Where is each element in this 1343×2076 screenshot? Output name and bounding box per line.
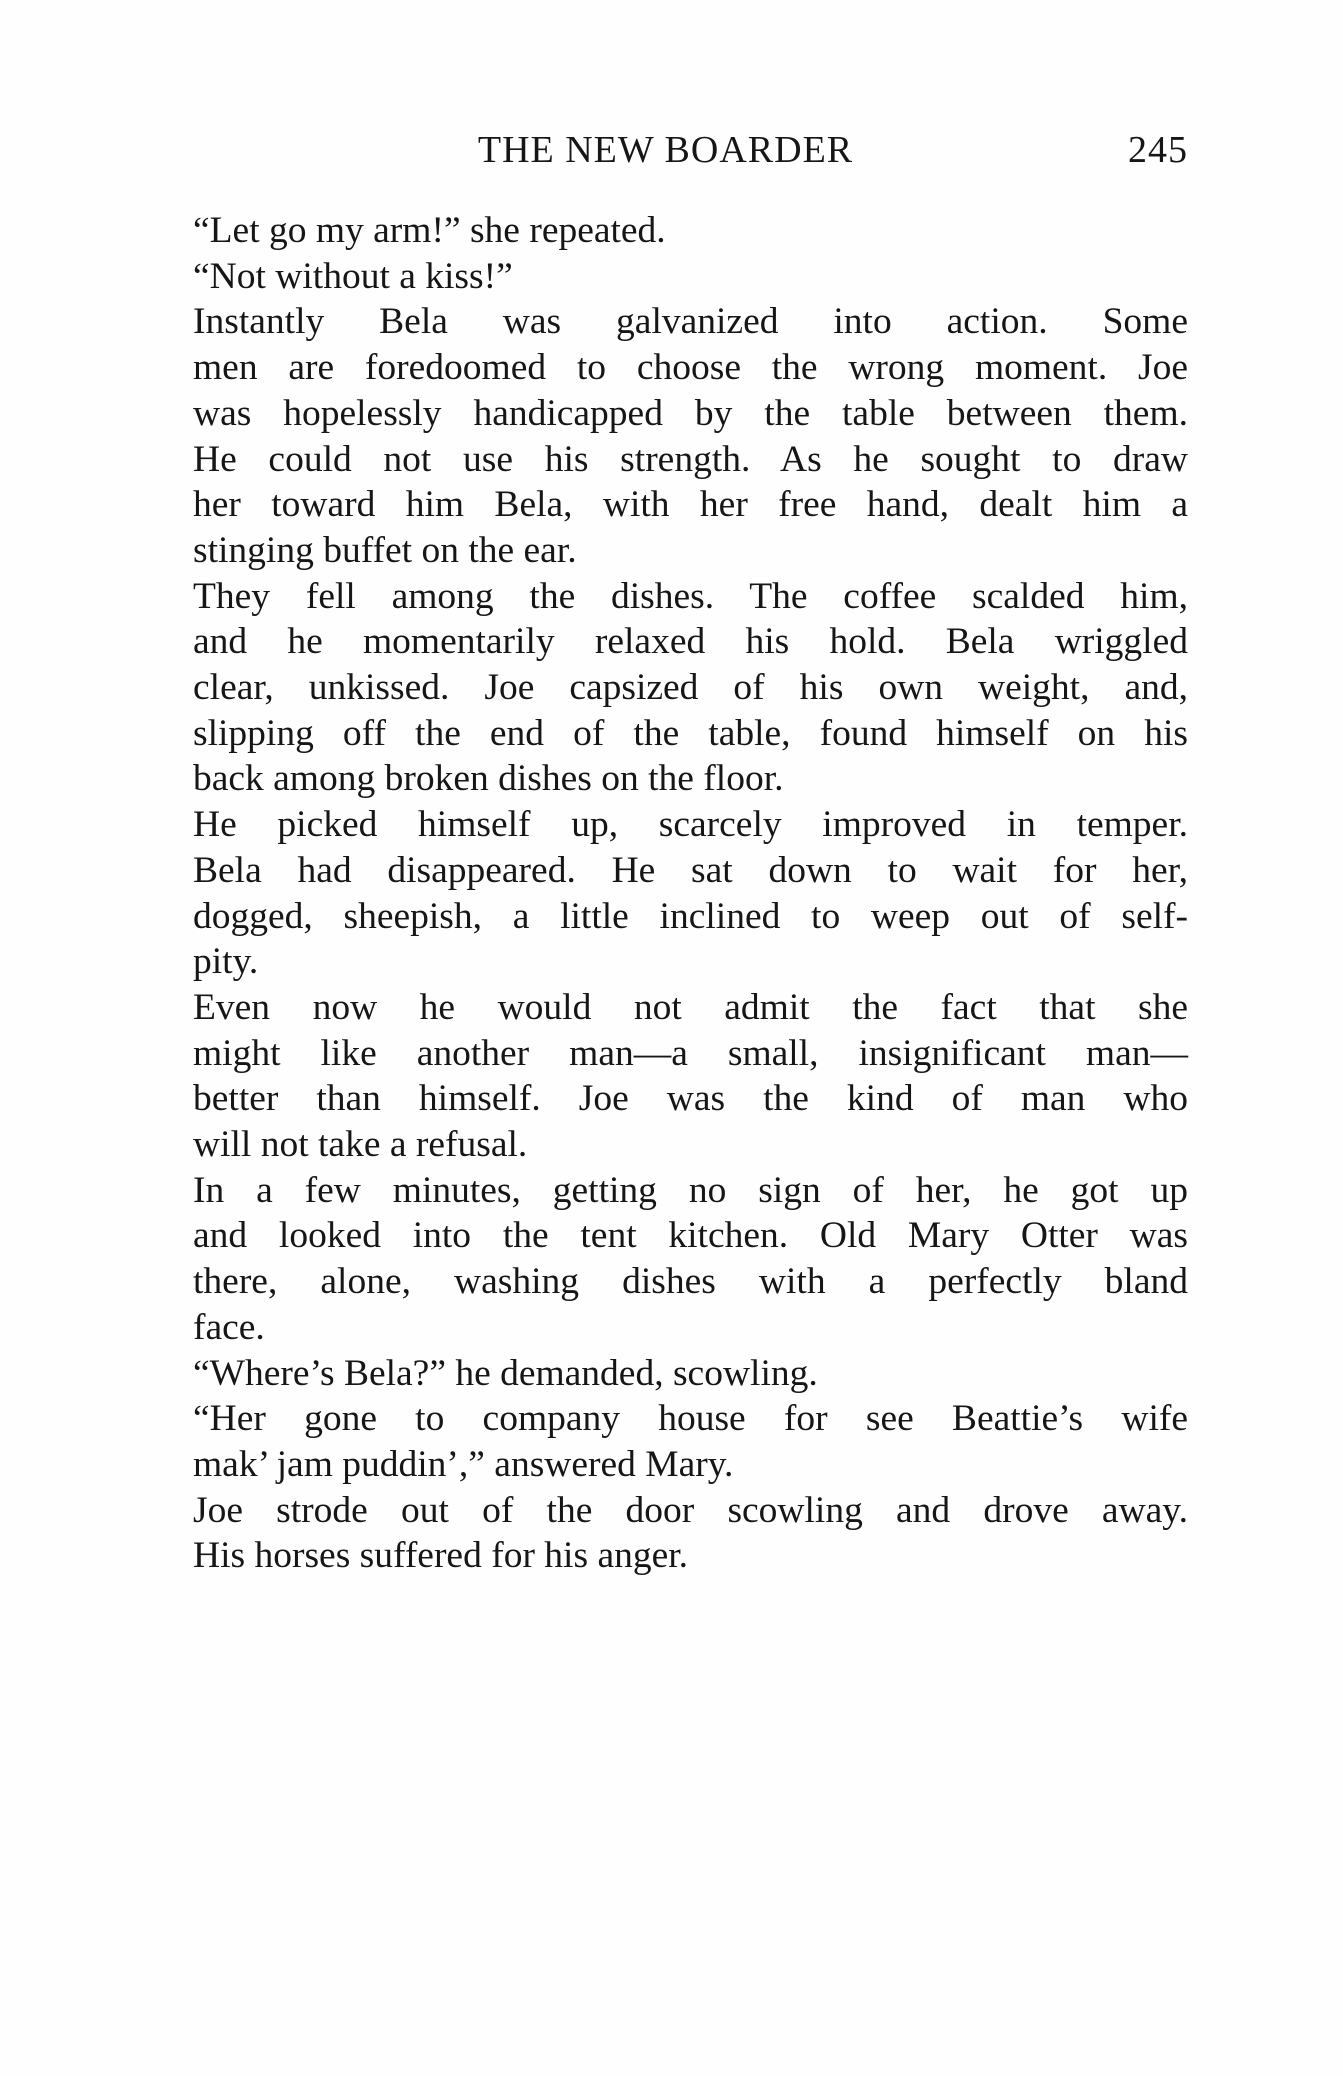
text-line: back among broken dishes on the floor.: [193, 758, 784, 800]
text-line: He picked himself up, scarcely improved in temper.: [193, 804, 1188, 846]
text-line: might like another man—a small, insignificant man—: [193, 1032, 1188, 1074]
text-line: dogged, sheepish, a little inclined to weep out of self-: [193, 895, 1188, 937]
text-line: mak’ jam puddin’,” answered Mary.: [193, 1443, 734, 1485]
text-line: pity.: [193, 941, 259, 983]
paragraph: [143, 574, 1188, 803]
text-line: will not take a refusal.: [193, 1124, 528, 1166]
text-line: Bela had disappeared. He sat down to wait for her,: [193, 849, 1188, 891]
text-line: Even now he would not admit the fact that she: [193, 986, 1188, 1028]
text-line: His horses suffered for his anger.: [193, 1535, 689, 1577]
page-number: 245: [1128, 129, 1188, 171]
text-line: better than himself. Joe was the kind of man who: [193, 1078, 1188, 1120]
text-line: clear, unkissed. Joe capsized of his own weight, and,: [193, 667, 1188, 709]
text-line: her toward him Bela, with her free hand, dealt him a: [193, 484, 1188, 526]
paragraph: [143, 1488, 1188, 1579]
paragraph: [143, 802, 1188, 985]
text-line: stinging buffet on the ear.: [193, 529, 577, 571]
paragraph: [143, 208, 1188, 254]
paragraph: [143, 254, 1188, 300]
body-text: [143, 208, 1188, 1579]
text-line: “Not without a kiss!”: [193, 255, 513, 297]
running-title: THE NEW BOARDER: [477, 129, 854, 171]
paragraph: [143, 299, 1188, 573]
text-line: and looked into the tent kitchen. Old Mary Otter was: [193, 1215, 1188, 1257]
text-line: He could not use his strength. As he sought to draw: [193, 438, 1188, 480]
paragraph: [143, 1168, 1188, 1351]
text-line: “Where’s Bela?” he demanded, scowling.: [193, 1352, 818, 1394]
paragraph: [143, 1351, 1188, 1397]
text-line: Joe strode out of the door scowling and drove away.: [193, 1489, 1188, 1531]
text-line: “Let go my arm!” she repeated.: [193, 210, 666, 251]
text-line: Instantly Bela was galvanized into action. Some: [193, 301, 1188, 343]
text-line: was hopelessly handicapped by the table between them.: [193, 392, 1188, 434]
text-line: and he momentarily relaxed his hold. Bela wriggled: [193, 621, 1188, 663]
paragraph: [143, 1396, 1188, 1487]
text-line: there, alone, washing dishes with a perfectly bland: [193, 1261, 1188, 1303]
page-header: [143, 128, 1188, 188]
paragraph: [143, 985, 1188, 1168]
text-line: men are foredoomed to choose the wrong moment. Joe: [193, 347, 1188, 389]
text-line: slipping off the end of the table, found himself on his: [193, 712, 1188, 754]
text-line: They fell among the dishes. The coffee scalded him,: [193, 575, 1188, 617]
text-line: In a few minutes, getting no sign of her, he got up: [193, 1169, 1188, 1211]
text-line: face.: [193, 1306, 265, 1348]
text-line: “Her gone to company house for see Beattie’s wife: [193, 1398, 1188, 1440]
